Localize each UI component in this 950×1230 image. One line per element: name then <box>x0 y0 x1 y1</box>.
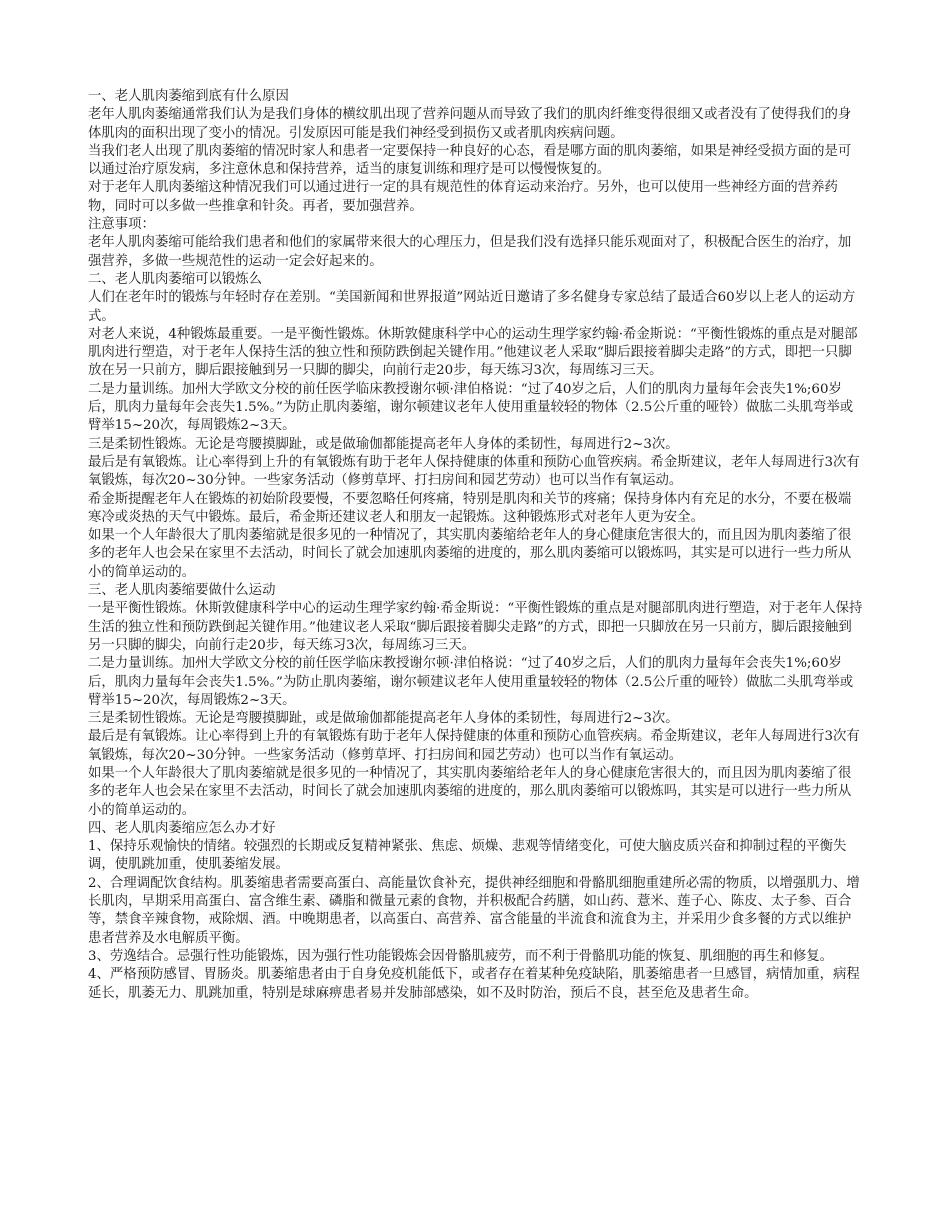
paragraph: 当我们老人出现了肌肉萎缩的情况时家人和患者一定要保持一种良好的心态，看是哪方面的肌肉萎缩，如果是神经受损方面的是可以通过治疗原发病，多注意休息和保持营养，适当的康复训练和理疗是可以慢慢恢复的。 <box>88 143 852 178</box>
list-item: 4、严格预防感冒、胃肠炎。肌萎缩患者由于自身免疫机能低下，或者存在着某种免疫缺陷，肌萎缩患者一旦感冒，病情加重，病程延长，肌萎无力、肌跳加重，特别是球麻痹患者易并发肺部感染，如不及时防治，预后不良，甚至危及患者生命。 <box>88 967 860 1001</box>
paragraph: 一是平衡性锻炼。休斯敦健康科学中心的运动生理学家约翰·希金斯说：“平衡性锻炼的重点是对腿部肌肉进行塑造，对于老年人保持生活的独立性和预防跌倒起关键作用。”他建议老人采取“脚后跟接着脚尖走路”的方式，即把一只脚放在另一只前方，脚后跟接触到另一只脚的脚尖，向前行走20步，每天练习3次，每周练习三天。 <box>88 601 863 653</box>
paragraph: 三是柔韧性锻炼。无论是弯腰摸脚趾，或是做瑜伽都能提高老年人身体的柔韧性，每周进行2~3次。 <box>88 711 679 727</box>
list-item: 2、合理调配饮食结构。肌萎缩患者需要高蛋白、高能量饮食补充，提供神经细胞和骨骼肌细胞重建所必需的物质，以增强肌力、增长肌肉，早期采用高蛋白、富含维生素、磷脂和微量元素的食物，并积极配合药膳，如山药、薏米、莲子心、陈皮、太子参、百合等，禁食辛辣食物，戒除烟、酒。中晚期患者，以高蛋白、高营养、富含能量的半流食和流食为主，并采用少食多餐的方式以维护患者营养及水电解质平衡。 <box>88 875 860 946</box>
section-heading-1: 一、老人肌肉萎缩到底有什么原因 <box>88 89 289 104</box>
notes-heading: 注意事项： <box>88 217 155 233</box>
paragraph: 如果一个人年龄很大了肌肉萎缩就是很多见的一种情况了，其实肌肉萎缩给老年人的身心健康危害很大的，而且因为肌肉萎缩了很多的老年人也会呆在家里不去活动，时间长了就会加速肌肉萎缩的进度的，那么肌肉萎缩可以锻炼吗，其实是可以进行一些力所从小的简单运动的。 <box>88 528 852 580</box>
document-body <box>88 88 863 1003</box>
list-item: 1、保持乐观愉快的情绪。较强烈的长期或反复精神紧张、焦虑、烦燥、悲观等情绪变化，可使大脑皮质兴奋和抑制过程的平衡失调，使肌跳加重，使肌萎缩发展。 <box>88 839 847 873</box>
paragraph: 希金斯提醒老年人在锻炼的初始阶段要慢，不要忽略任何疼痛，特别是肌肉和关节的疼痛；保持身体内有充足的水分，不要在极端寒冷或炎热的天气中锻炼。最后，希金斯还建议老人和朋友一起锻炼。这种锻炼形式对老年人更为安全。 <box>88 491 852 525</box>
paragraph: 最后是有氧锻炼。让心率得到上升的有氧锻炼有助于老年人保持健康的体重和预防心血管疾病。希金斯建议，老年人每周进行3次有氧锻炼，每次20~30分钟。一些家务活动（修剪草坪、打扫房间和园艺劳动）也可以当作有氧运动。 <box>88 454 860 489</box>
paragraph: 老年人肌肉萎缩可能给我们患者和他们的家属带来很大的心理压力，但是我们没有选择只能乐观面对了，积极配合医生的治疗，加强营养，多做一些规范性的运动一定会好起来的。 <box>88 235 852 269</box>
list-item: 3、劳逸结合。忌强行性功能锻炼，因为强行性功能锻炼会因骨骼肌疲劳，而不利于骨骼肌功能的恢复、肌细胞的再生和修复。 <box>88 948 833 964</box>
paragraph: 二是力量训练。加州大学欧文分校的前任医学临床教授谢尔顿·津伯格说：“过了40岁之后，人们的肌肉力量每年会丧失1%;60岁后，肌肉力量每年会丧失1.5%。”为防止肌肉萎缩，谢尔顿建议老年人使用重量较轻的物体（2.5公斤重的哑铃）做肱二头肌弯举或臂举15~20次，每周锻炼2~3天。 <box>88 656 854 708</box>
paragraph: 人们在老年时的锻炼与年轻时存在差别。“美国新闻和世界报道”网站近日邀请了多名健身专家总结了最适合60岁以上老人的运动方式。 <box>88 290 856 324</box>
section-heading-3: 三、老人肌肉萎缩要做什么运动 <box>88 583 276 599</box>
paragraph: 最后是有氧锻炼。让心率得到上升的有氧锻炼有助于老年人保持健康的体重和预防心血管疾病。希金斯建议，老年人每周进行3次有氧锻炼，每次20~30分钟。一些家务活动（修剪草坪、打扫房间和园艺劳动）也可以当作有氧运动。 <box>88 729 860 763</box>
section-heading-2: 二、老人肌肉萎缩可以锻炼么 <box>88 271 263 287</box>
paragraph: 对于老年人肌肉萎缩这种情况我们可以通过进行一定的具有规范性的体育运动来治疗。另外，也可以使用一些神经方面的营养药物，同时可以多做一些推拿和针灸。再者，要加强营养。 <box>88 180 838 214</box>
paragraph: 老年人肌肉萎缩通常我们认为是我们身体的横纹肌出现了营养问题从而导致了我们的肌肉纤维变得很细又或者没有了使得我们的身体肌肉的面积出现了变小的情况。引发原因可能是我们神经受到损伤又或者肌肉疾病问题。 <box>88 107 852 141</box>
section-heading-4: 四、老人肌肉萎缩应怎么办才好 <box>88 820 276 836</box>
paragraph: 对老人来说，4种锻炼最重要。一是平衡性锻炼。休斯敦健康科学中心的运动生理学家约翰·希金斯说：“平衡性锻炼的重点是对腿部肌肉进行塑造，对于老年人保持生活的独立性和预防跌倒起关键作用。”他建议老人采取“脚后跟接着脚尖走路”的方式，即把一只脚放在另一只前方，脚后跟接触到另一只脚的脚尖，向前行走20步，每天练习3次，每周练习三天。 <box>88 326 858 379</box>
paragraph: 如果一个人年龄很大了肌肉萎缩就是很多见的一种情况了，其实肌肉萎缩给老年人的身心健康危害很大的，而且因为肌肉萎缩了很多的老年人也会呆在家里不去活动，时间长了就会加速肌肉萎缩的进度的，那么肌肉萎缩可以锻炼吗，其实是可以进行一些力所从小的简单运动的。 <box>88 765 852 818</box>
paragraph: 三是柔韧性锻炼。无论是弯腰摸脚趾，或是做瑜伽都能提高老年人身体的柔韧性，每周进行2~3次。 <box>88 436 679 452</box>
paragraph: 二是力量训练。加州大学欧文分校的前任医学临床教授谢尔顿·津伯格说：“过了40岁之后，人们的肌肉力量每年会丧失1%;60岁后，肌肉力量每年会丧失1.5%。”为防止肌肉萎缩，谢尔顿建议老年人使用重量较轻的物体（2.5公斤重的哑铃）做肱二头肌弯举或臂举15~20次，每周锻炼2~3天。 <box>88 381 854 434</box>
